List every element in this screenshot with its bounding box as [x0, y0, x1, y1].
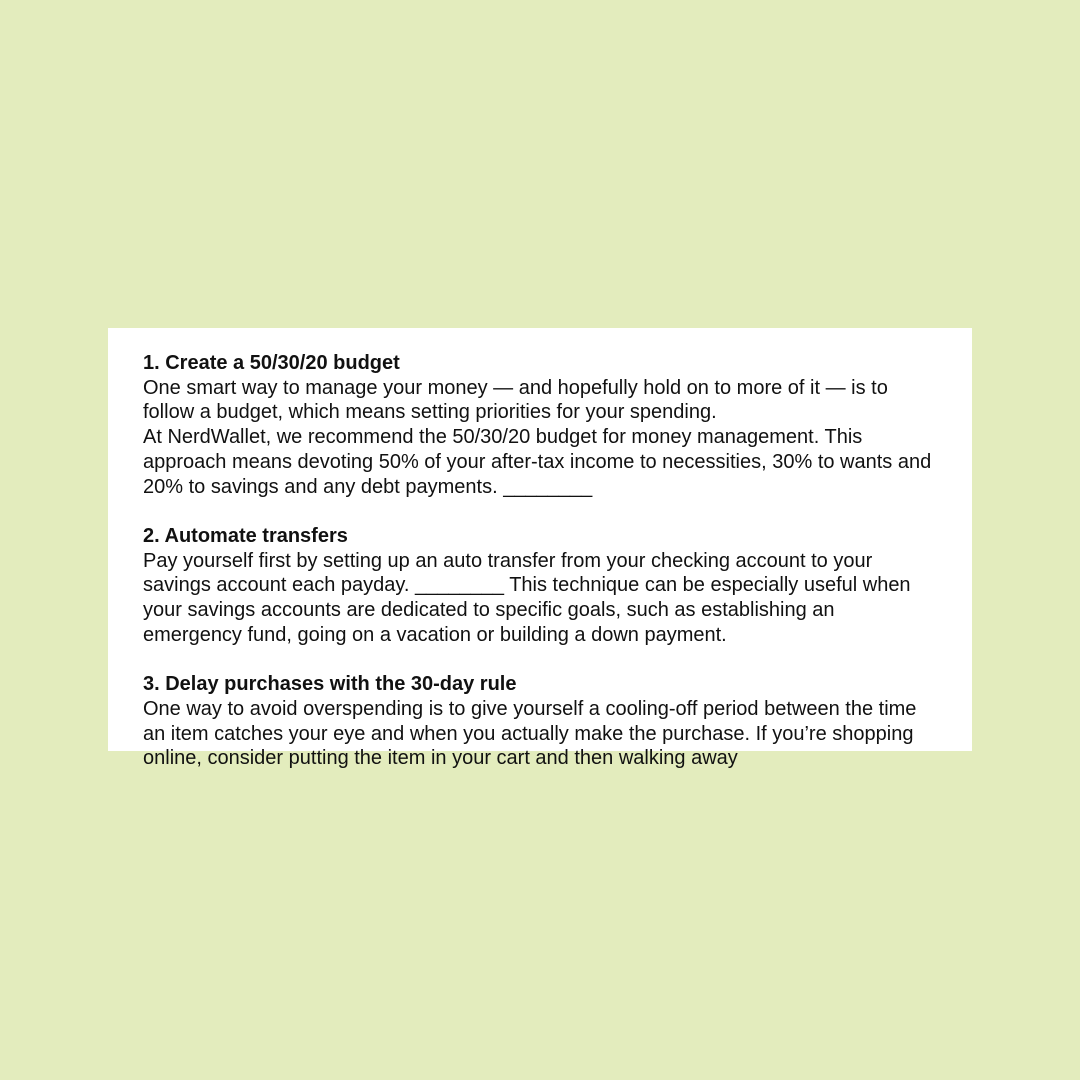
section-paragraph: One way to avoid overspending is to give yourself a cooling-off period between the time an item catches your eye and when you actually make the purchase. If you’re shopping online, consider putting the item in your cart and then walking away [143, 697, 917, 770]
section-paragraph: One smart way to manage your money — and hopefully hold on to more of it — is to follow a budget, which means setting priorities for your spending. [143, 376, 888, 424]
section-heading: 3. Delay purchases with the 30-day rule [143, 673, 517, 696]
article-excerpt-card [108, 328, 972, 770]
section-heading: 1. Create a 50/30/20 budget [143, 352, 400, 374]
section-automate-transfers [143, 524, 933, 648]
section-budget [143, 351, 933, 499]
section-paragraph: At NerdWallet, we recommend the 50/30/20 budget for money management. This approach means devoting 50% of your after-tax income to necessities, 30% to wants and 20% to savings and any debt payments. ________ [143, 426, 932, 498]
article-content [143, 351, 933, 796]
section-paragraph: Pay yourself first by setting up an auto transfer from your checking account to your savings account each payday. ________ This technique can be especially useful when your savings accounts are dedicated to specific goals, such as establishing an emergency fund, going on a vacation or building a down payment. [143, 549, 911, 646]
section-delay-purchases [143, 672, 933, 771]
section-heading: 2. Automate transfers [143, 524, 348, 547]
